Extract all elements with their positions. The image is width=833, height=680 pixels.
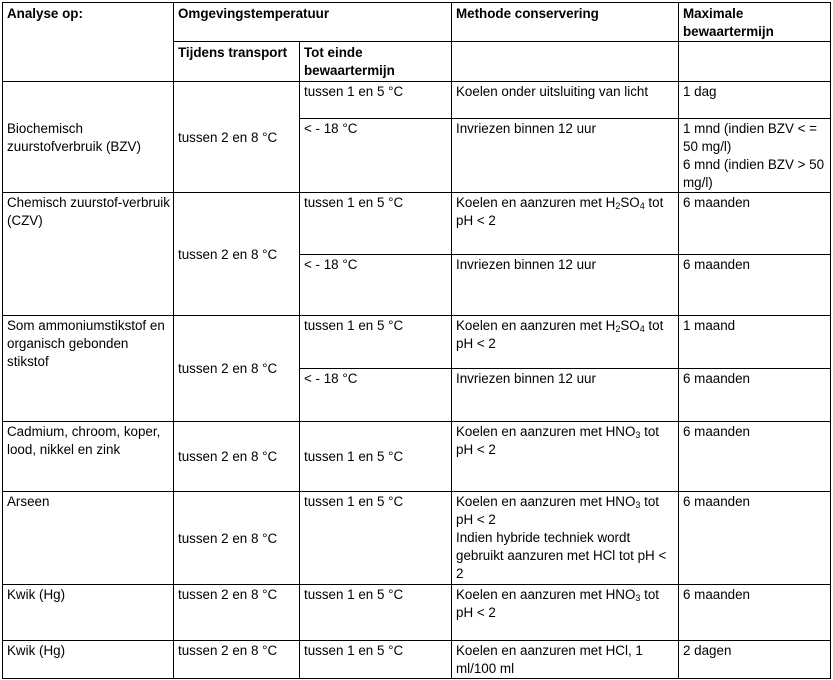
conservation-method: Koelen en aanzuren met $H_2SO_4$ tot pH < 2: [452, 193, 679, 255]
header-method: Methode conservering: [452, 3, 679, 42]
storage-temp: < - 18 °C: [300, 369, 452, 422]
header-max-time: Maximale bewaartermijn: [679, 3, 831, 42]
conservation-method: Invriezen binnen 12 uur: [452, 255, 679, 316]
header-transport: Tijdens transport: [174, 42, 300, 82]
empty-cell: [679, 42, 831, 82]
analyse-name: Kwik (Hg): [3, 641, 174, 679]
transport-temp: tussen 2 en 8 °C: [174, 585, 300, 641]
conservation-method: Koelen en aanzuren met $HNO_3$ tot pH < 2: [452, 422, 679, 492]
max-storage-time: 1 maand: [679, 316, 831, 369]
storage-temp: tussen 1 en 5 °C: [300, 641, 452, 679]
storage-temp: tussen 1 en 5 °C: [300, 82, 452, 119]
max-storage-time: 6 maanden: [679, 193, 831, 255]
analyse-name: Som ammoniumstikstof en organisch gebonden stikstof: [3, 316, 174, 422]
empty-cell: [452, 42, 679, 82]
storage-temp: tussen 1 en 5 °C: [300, 193, 452, 255]
conservation-method: Koelen onder uitsluiting van licht: [452, 82, 679, 119]
storage-temp: tussen 1 en 5 °C: [300, 316, 452, 369]
max-storage-time: 1 dag: [679, 82, 831, 119]
table-row: [3, 193, 831, 255]
storage-temp: < - 18 °C: [300, 255, 452, 316]
max-storage-time: 6 maanden: [679, 422, 831, 492]
max-storage-time: 2 dagen: [679, 641, 831, 679]
header-analyse: Analyse op:: [3, 3, 174, 82]
analyse-name: Chemisch zuurstof-verbruik (CZV): [3, 193, 174, 316]
max-storage-time: 6 maanden: [679, 585, 831, 641]
transport-temp: tussen 2 en 8 °C: [174, 193, 300, 316]
analyse-name: Kwik (Hg): [3, 585, 174, 641]
storage-temp: < - 18 °C: [300, 119, 452, 193]
transport-temp: tussen 2 en 8 °C: [174, 82, 300, 193]
header-storage: Tot einde bewaartermijn: [300, 42, 452, 82]
max-storage-time: 6 maanden: [679, 492, 831, 585]
storage-temp: tussen 1 en 5 °C: [300, 492, 452, 585]
analyse-name: Biochemisch zuurstofverbruik (BZV): [3, 82, 174, 193]
table-row: [3, 422, 831, 492]
conservation-method: Koelen en aanzuren met $H_2SO_4$ tot pH < 2: [452, 316, 679, 369]
conservation-method: Invriezen binnen 12 uur: [452, 119, 679, 193]
table-row: [3, 492, 831, 585]
max-storage-time: 6 maanden: [679, 255, 831, 316]
conservation-method: Koelen en aanzuren met $HNO_3$ tot pH < 2 Indien hybride techniek wordt gebruikt aanzuren met HCl tot pH < 2: [452, 492, 679, 585]
conservation-method: Koelen en aanzuren met HCl, 1 ml/100 ml: [452, 641, 679, 679]
header-row: [3, 3, 831, 42]
conservation-method: Koelen en aanzuren met $HNO_3$ tot pH < 2: [452, 585, 679, 641]
transport-temp: tussen 2 en 8 °C: [174, 492, 300, 585]
storage-temp: tussen 1 en 5 °C: [300, 585, 452, 641]
transport-temp: tussen 2 en 8 °C: [174, 641, 300, 679]
conservation-method: Invriezen binnen 12 uur: [452, 369, 679, 422]
table-row: [3, 585, 831, 641]
max-storage-time: 6 maanden: [679, 369, 831, 422]
transport-temp: tussen 2 en 8 °C: [174, 422, 300, 492]
storage-temp: tussen 1 en 5 °C: [300, 422, 452, 492]
table-row: [3, 316, 831, 369]
analyse-name: Cadmium, chroom, koper, lood, nikkel en zink: [3, 422, 174, 492]
max-storage-time: 1 mnd (indien BZV < = 50 mg/l) 6 mnd (indien BZV > 50 mg/l): [679, 119, 831, 193]
header-temperature: Omgevingstemperatuur: [174, 3, 452, 42]
transport-temp: tussen 2 en 8 °C: [174, 316, 300, 422]
analyse-name: Arseen: [3, 492, 174, 585]
table-row: [3, 641, 831, 679]
conservation-table: [2, 2, 831, 679]
table-row: [3, 82, 831, 119]
